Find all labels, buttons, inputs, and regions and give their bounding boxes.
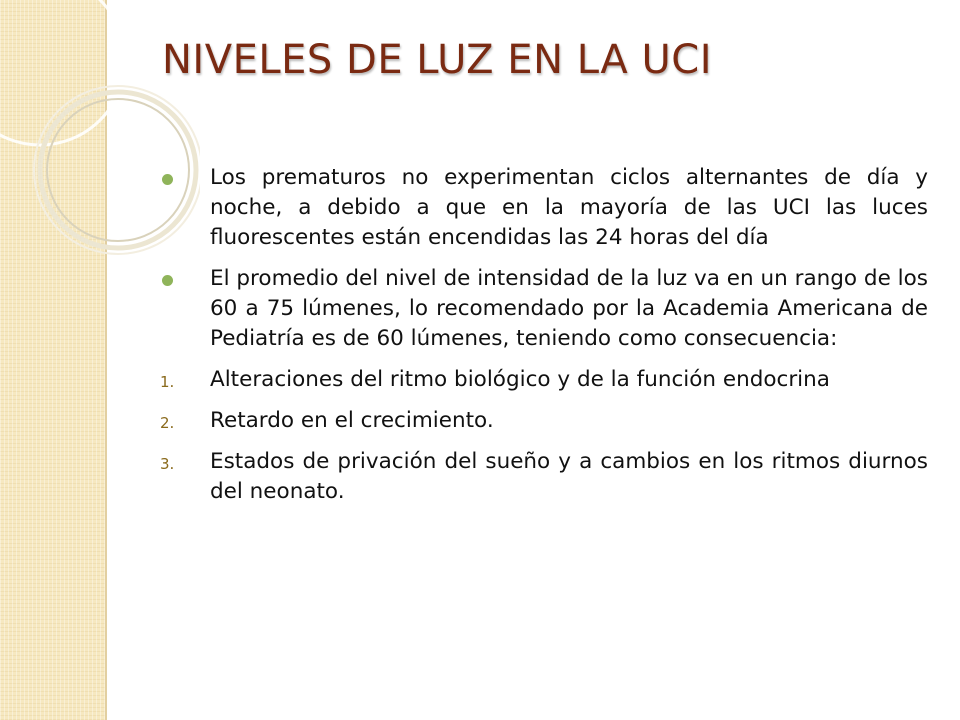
numbered-text: Estados de privación del sueño y a cambios en los ritmos diurnos del neonato. bbox=[210, 449, 928, 504]
bullet-item bbox=[160, 163, 928, 253]
content-list bbox=[160, 163, 928, 518]
list-number: 3. bbox=[160, 455, 175, 473]
list-number: 1. bbox=[160, 373, 175, 391]
numbered-item bbox=[160, 447, 928, 507]
numbered-text: Retardo en el crecimiento. bbox=[210, 408, 494, 433]
bullet-dot-icon bbox=[162, 174, 173, 185]
bullet-text: El promedio del nivel de intensidad de la luz va en un rango de los 60 a 75 lúmenes, lo recomendado por la Academia Americana de Pediatría es de 60 lúmenes, teniendo como consecuencia: bbox=[210, 266, 928, 351]
numbered-item bbox=[160, 406, 928, 436]
numbered-item bbox=[160, 365, 928, 395]
bullet-dot-icon bbox=[162, 275, 173, 286]
slide-title: NIVELES DE LUZ EN LA UCI bbox=[162, 37, 712, 83]
list-number: 2. bbox=[160, 414, 175, 432]
numbered-text: Alteraciones del ritmo biológico y de la función endocrina bbox=[210, 367, 830, 392]
bullet-text: Los prematuros no experimentan ciclos alternantes de día y noche, a debido a que en la mayoría de las UCI las luces fluorescentes están encendidas las 24 horas del día bbox=[210, 165, 928, 250]
bullet-item bbox=[160, 264, 928, 354]
